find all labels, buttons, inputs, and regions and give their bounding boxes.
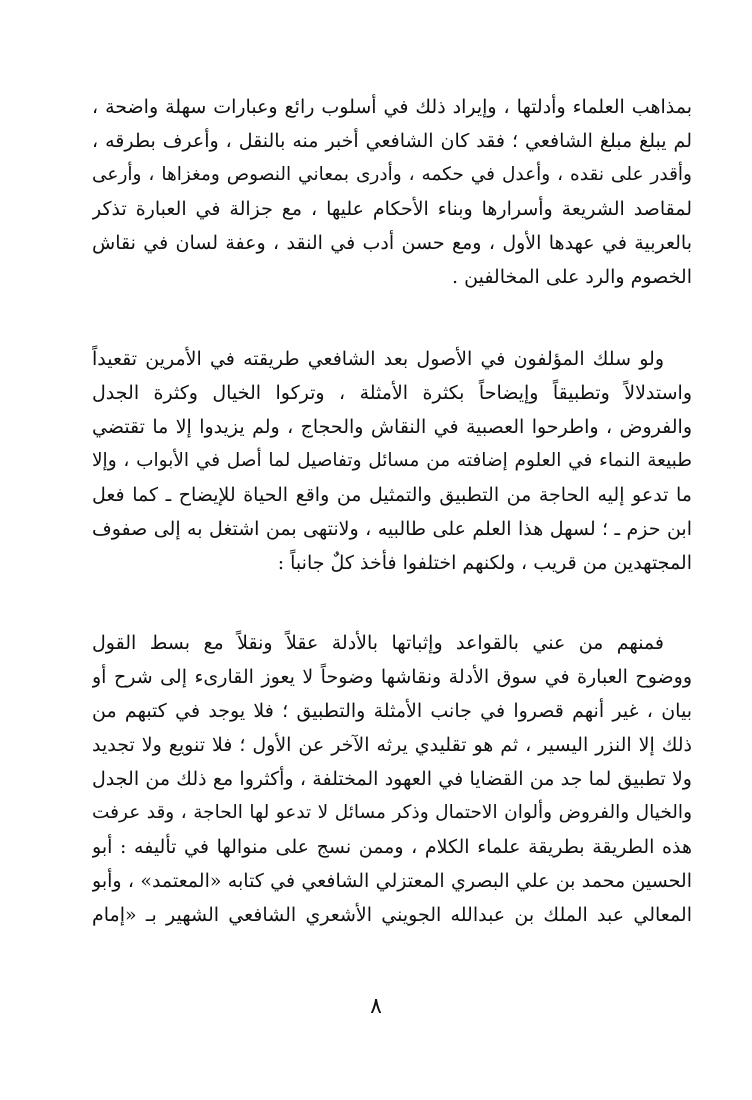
text-line: بمذاهب العلماء وأدلتها ، وإيراد ذلك في أسلوب رائع وعبارات سهلة واضحة ، bbox=[92, 96, 692, 118]
text-line: لم يبلغ مبلغ الشافعي ؛ فقد كان الشافعي أخبر منه بالنقل ، وأعرف بطرقه ، bbox=[92, 130, 692, 152]
text-line: واستدلالاً وتطبيقاً وإيضاحاً بكثرة الأمثلة ، وتركوا الخيال وكثرة الجدل bbox=[92, 382, 692, 404]
text-line: فمنهم من عني بالقواعد وإثباتها بالأدلة عقلاً ونقلاً مع بسط القول bbox=[92, 632, 664, 654]
text-line: المعالي عبد الملك بن عبدالله الجويني الأشعري الشافعي الشهير بـ «إمام bbox=[92, 904, 692, 926]
paragraph-2 bbox=[92, 342, 692, 580]
text-line: الحسين محمد بن علي البصري المعتزلي الشافعي في كتابه «المعتمد» ، وأبو bbox=[92, 870, 692, 892]
text-line: ذلك إلا النزر اليسير ، ثم هو تقليدي يرثه الآخر عن الأول ؛ فلا تنويع ولا تجديد bbox=[92, 734, 692, 756]
text-line: ولا تطبيق لما جد من القضايا في العهود المختلفة ، وأكثروا مع ذلك من الجدل bbox=[92, 768, 692, 790]
text-line: لمقاصد الشريعة وأسرارها وبناء الأحكام عليها ، مع جزالة في العبارة تذكر bbox=[92, 198, 692, 220]
text-line: بالعربية في عهدها الأول ، ومع حسن أدب في النقد ، وعفة لسان في نقاش bbox=[92, 232, 692, 254]
text-line: ما تدعو إليه الحاجة من التطبيق والتمثيل من واقع الحياة للإيضاح ـ كما فعل bbox=[92, 484, 692, 506]
text-line: ولو سلك المؤلفون في الأصول بعد الشافعي طريقته في الأمرين تقعيداً bbox=[92, 348, 664, 370]
text-line: الخصوم والرد على المخالفين . bbox=[452, 266, 692, 288]
text-line: طبيعة النماء في العلوم إضافته من مسائل وتفاصيل لما أصل في الأبواب ، وإلا bbox=[92, 450, 692, 471]
text-line: المجتهدين من قريب ، ولكنهم اختلفوا فأخذ كلٌ جانباً : bbox=[277, 552, 692, 574]
text-line: ووضوح العبارة في سوق الأدلة ونقاشها وضوحاً لا يعوز القارىء إلى شرح أو bbox=[92, 666, 692, 688]
text-line: وأقدر على نقده ، وأعدل في حكمه ، وأدرى بمعاني النصوص ومغزاها ، وأرعى bbox=[92, 164, 692, 185]
text-line: بيان ، غير أنهم قصروا في جانب الأمثلة والتطبيق ؛ فلا يوجد في كتبهم من bbox=[92, 700, 692, 722]
page-number: ٨ bbox=[370, 994, 382, 1019]
text-line: والفروض ، واطرحوا العصبية في النقاش والحجاج ، ولم يزيدوا إلا ما تقتضي bbox=[92, 416, 692, 438]
paragraph-3 bbox=[92, 626, 692, 932]
paragraph-1 bbox=[92, 90, 692, 294]
text-line: ابن حزم ـ ؛ لسهل هذا العلم على طالبيه ، ولانتهى بمن اشتغل به إلى صفوف bbox=[92, 518, 692, 540]
text-line: والخيال والفروض وألوان الاحتمال وذكر مسائل لا تدعو لها الحاجة ، وقد عرفت bbox=[92, 802, 692, 823]
text-line: هذه الطريقة بطريقة علماء الكلام ، وممن نسج على منوالها في تأليفه : أبو bbox=[92, 836, 692, 858]
